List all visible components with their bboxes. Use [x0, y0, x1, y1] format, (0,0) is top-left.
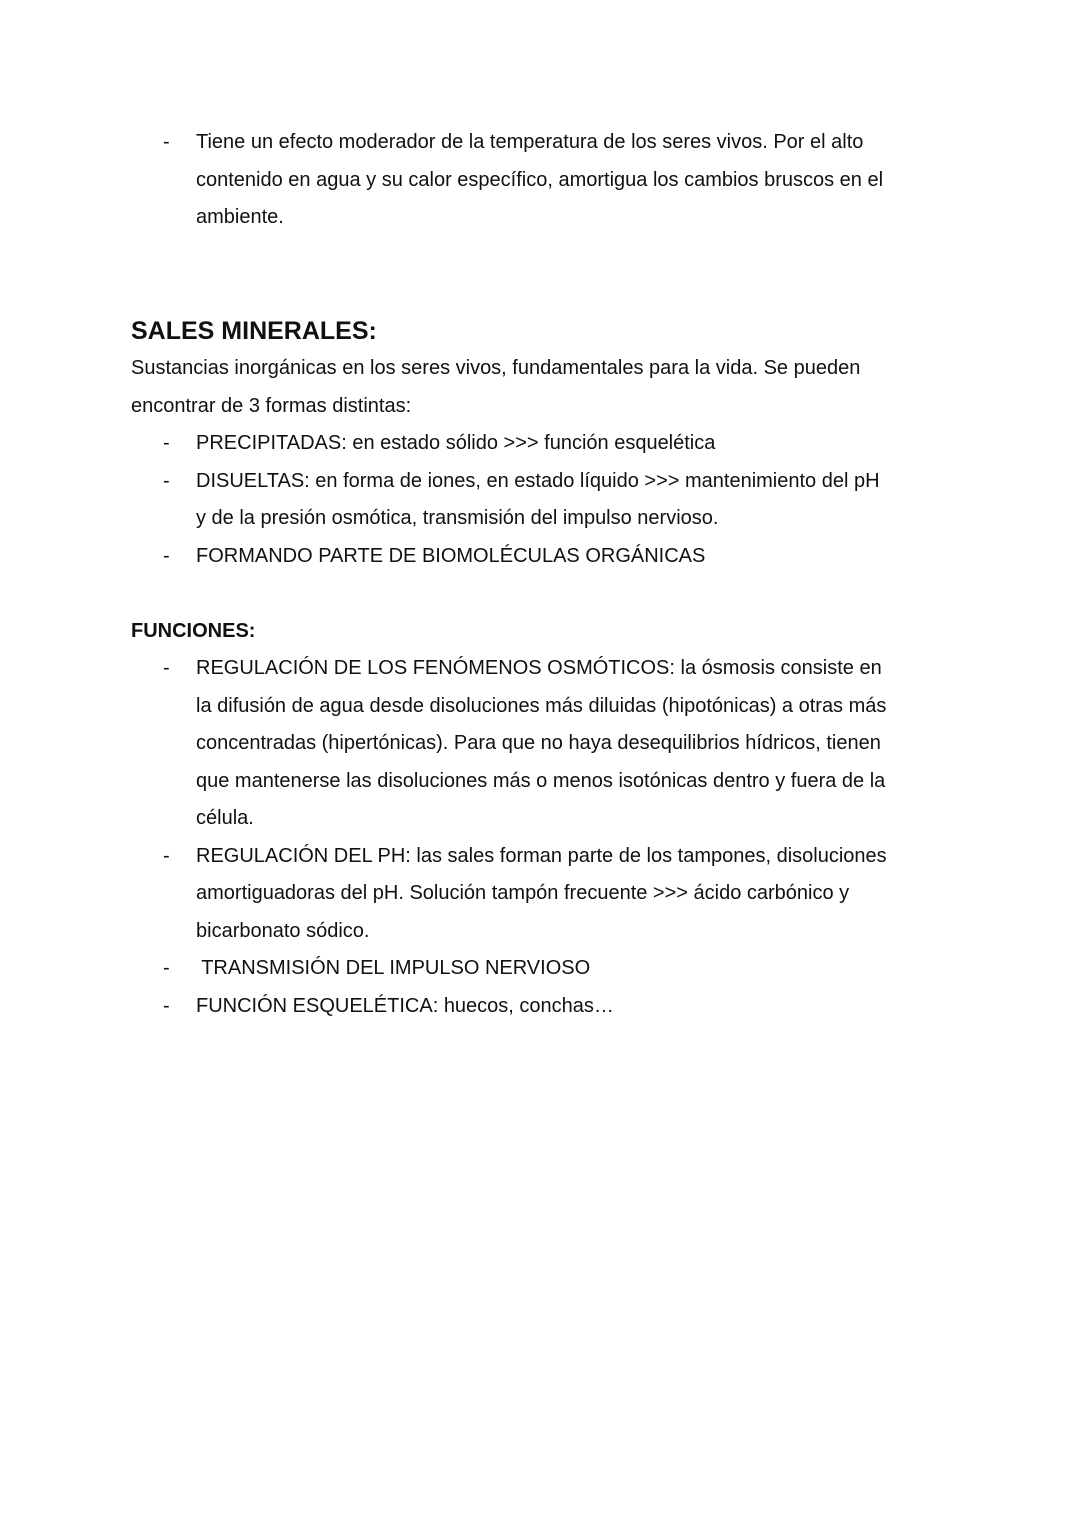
- text-line: amortiguadoras del pH. Solución tampón frecuente >>> ácido carbónico y: [196, 882, 850, 904]
- list-item: [131, 463, 961, 538]
- text-line: y de la presión osmótica, transmisión del impulso nervioso.: [196, 507, 719, 529]
- text-line: contenido en agua y su calor específico, amortigua los cambios bruscos en el: [196, 168, 884, 191]
- text-line: célula.: [196, 807, 254, 829]
- text-line: bicarbonato sódico.: [196, 919, 370, 942]
- text-line: REGULACIÓN DE LOS FENÓMENOS OSMÓTICOS: la ósmosis consiste en: [196, 657, 882, 679]
- section-title-sales-minerales: SALES MINERALES:: [131, 316, 377, 345]
- list-item: [131, 538, 961, 576]
- bullet-dash: -: [163, 957, 170, 979]
- text-line: TRANSMISIÓN DEL IMPULSO NERVIOSO: [196, 957, 591, 979]
- text-line: PRECIPITADAS: en estado sólido >>> función esquelética: [196, 432, 716, 454]
- text-line: la difusión de agua desde disoluciones más diluidas (hipotónicas) a otras más: [196, 694, 887, 717]
- list-item: [131, 950, 961, 988]
- list-item: [131, 838, 961, 951]
- bullet-dash: -: [163, 131, 170, 153]
- text-line: concentradas (hipertónicas). Para que no haya desequilibrios hídricos, tienen: [196, 732, 881, 754]
- text-line: DISUELTAS: en forma de iones, en estado líquido >>> mantenimiento del pH: [196, 469, 880, 492]
- funciones-list: [131, 650, 961, 1025]
- list-item: [131, 425, 961, 463]
- section-title-funciones: FUNCIONES:: [131, 619, 256, 642]
- text-line: REGULACIÓN DEL PH: las sales forman parte de los tampones, disoluciones: [196, 844, 887, 867]
- text-line: encontrar de 3 formas distintas:: [131, 394, 412, 417]
- text-line: FUNCIÓN ESQUELÉTICA: huecos, conchas…: [196, 994, 614, 1017]
- bullet-dash: -: [163, 432, 170, 454]
- text-line: que mantenerse las disoluciones más o menos isotónicas dentro y fuera de la: [196, 769, 886, 792]
- text-line: Tiene un efecto moderador de la temperatura de los seres vivos. Por el alto: [196, 131, 864, 153]
- text-line: FORMANDO PARTE DE BIOMOLÉCULAS ORGÁNICAS: [196, 544, 706, 567]
- text-line: ambiente.: [196, 206, 284, 228]
- list-item: [131, 988, 961, 1026]
- document-page: [131, 124, 961, 1025]
- bullet-dash: -: [163, 544, 170, 567]
- list-item: [131, 650, 961, 838]
- list-item: [131, 124, 961, 237]
- bullet-dash: -: [163, 657, 170, 679]
- sales-forms-list: [131, 425, 961, 575]
- bullet-dash: -: [163, 994, 170, 1017]
- intro-list: [131, 124, 961, 237]
- bullet-dash: -: [163, 844, 170, 867]
- sales-intro-paragraph: [131, 350, 961, 425]
- bullet-dash: -: [163, 469, 170, 492]
- text-line: Sustancias inorgánicas en los seres vivos, fundamentales para la vida. Se pueden: [131, 357, 861, 379]
